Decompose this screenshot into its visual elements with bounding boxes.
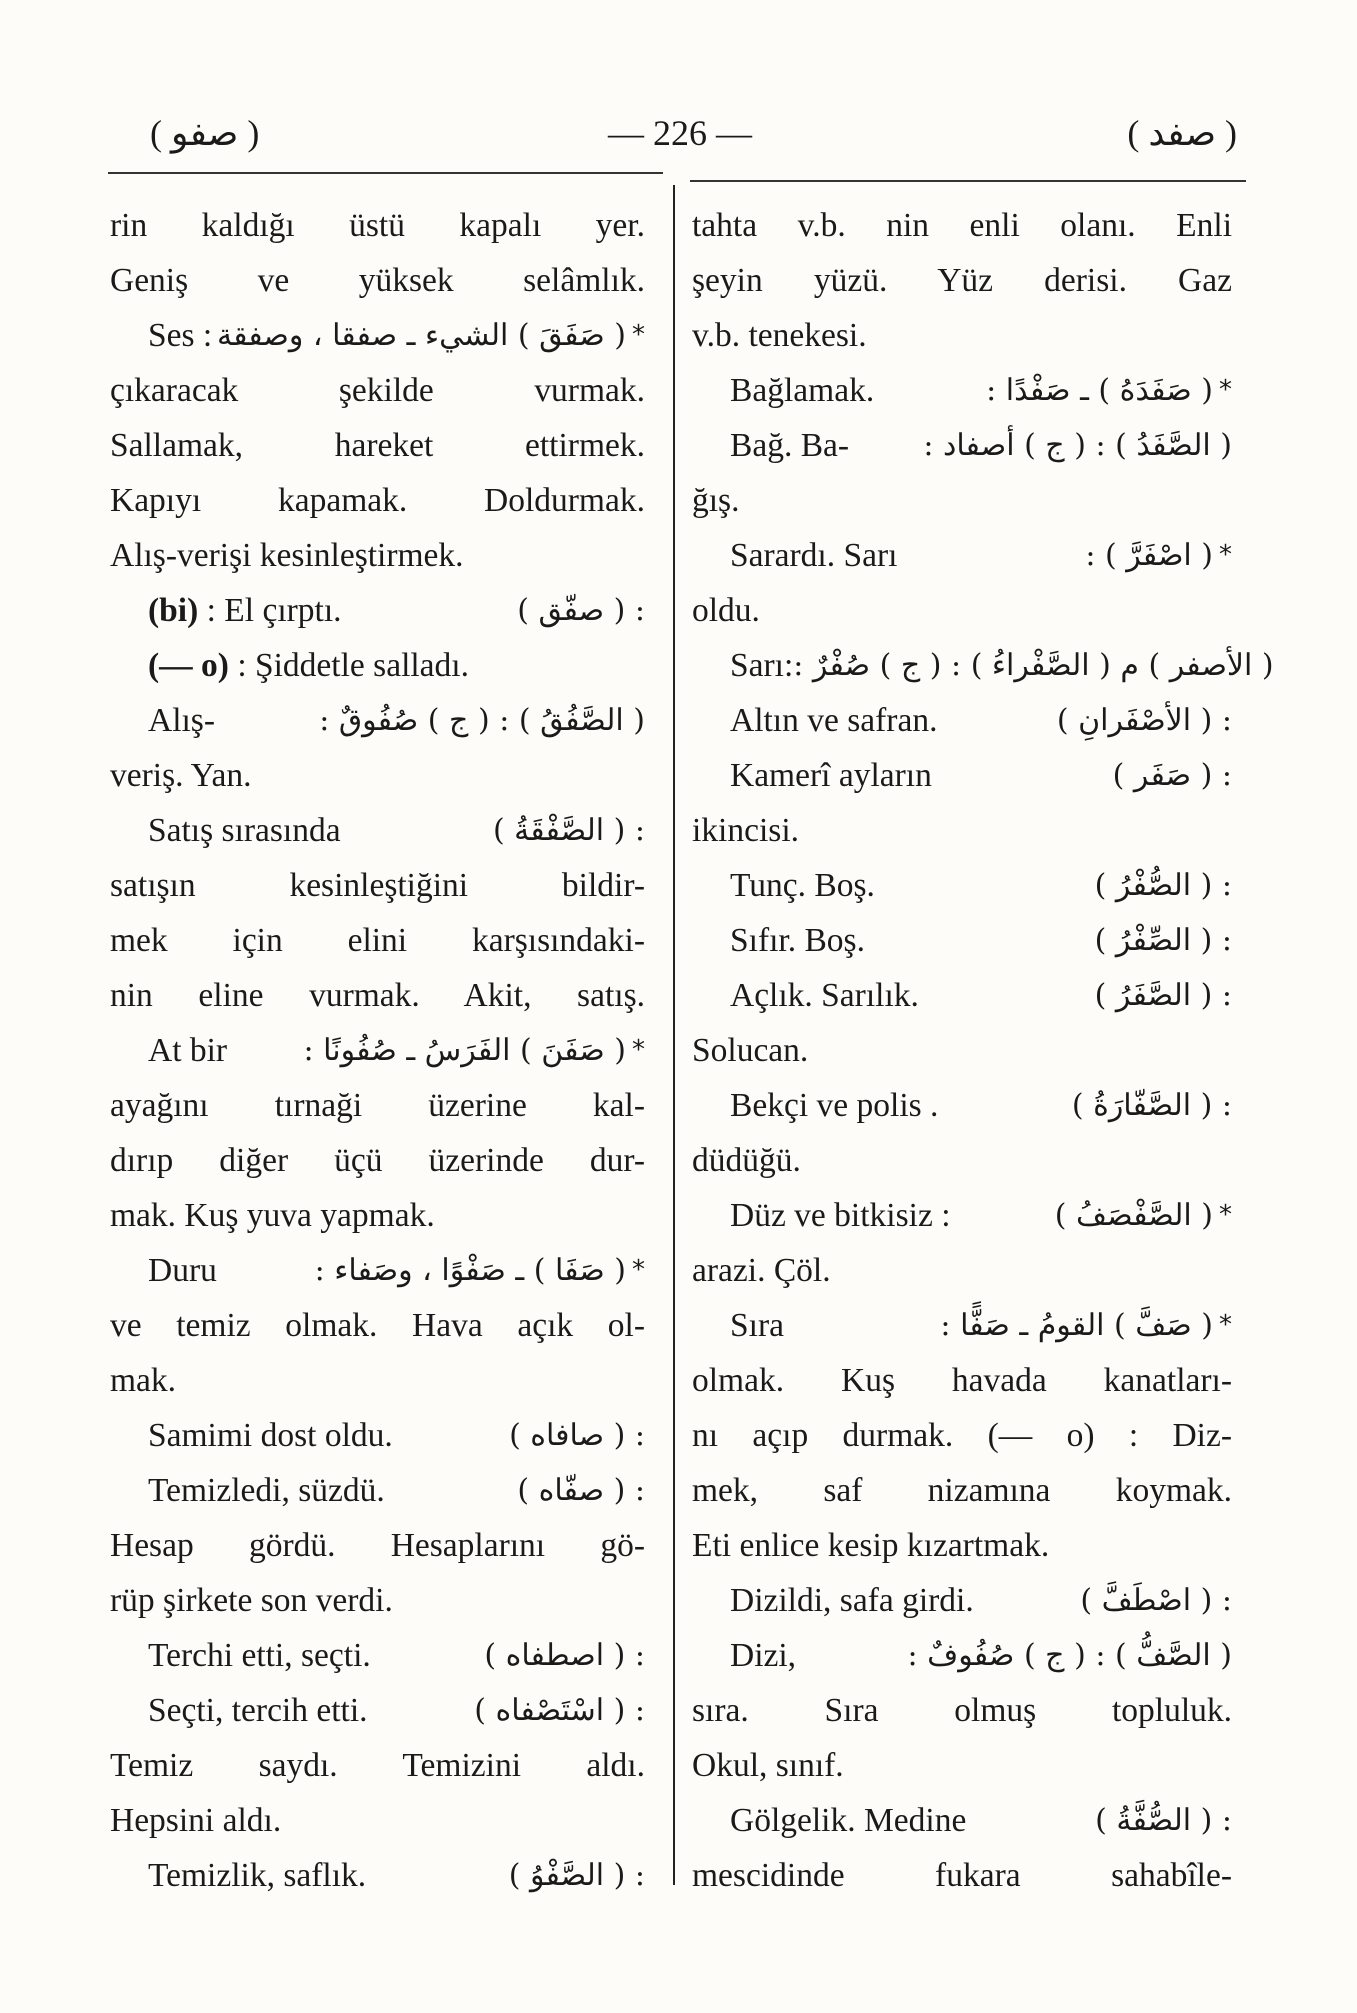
entry-turkish: Terchi etti, seçti.: [148, 1637, 371, 1674]
entry-arabic-group: [517, 583, 645, 638]
entry-turkish: Temizlik, saflık.: [148, 1857, 367, 1894]
dictionary-entry: [110, 583, 645, 638]
page-header: [0, 112, 1357, 172]
entry-turkish: Dizi,: [730, 1637, 797, 1674]
entry-turkish: Sarı:: [730, 647, 794, 684]
entry-arabic: : ( اصطفاه ): [484, 1638, 645, 1673]
entry-star-marker: *: [632, 1255, 645, 1285]
entry-turkish: Temizledi, süzdü.: [148, 1472, 385, 1509]
entry-arabic: : ( صافاه ): [509, 1418, 645, 1453]
dictionary-entry: [692, 638, 1274, 693]
entry-arabic: ( اصْفَرَّ ) :: [1085, 538, 1213, 573]
text-line: Temiz saydı. Temizini aldı.: [110, 1747, 645, 1784]
entry-arabic-group: [1095, 913, 1232, 968]
text-line: oldu.: [692, 592, 760, 629]
text-line: ayağını tırnaği üzerine kal-: [110, 1087, 645, 1124]
entry-arabic: : ( الصَّفّارَةُ ): [1071, 1088, 1232, 1123]
text-line: dırıp diğer üçü üzerinde dur-: [110, 1142, 645, 1179]
text-line: Solucan.: [692, 1032, 809, 1069]
entry-arabic-group: [986, 363, 1232, 418]
dictionary-entry: [110, 1683, 645, 1738]
entry-arabic-group: [1080, 1573, 1232, 1628]
dictionary-entry: [110, 693, 645, 748]
dictionary-entry: [692, 693, 1232, 748]
text-line: mak. Kuş yuva yapmak.: [110, 1197, 435, 1234]
entry-turkish: Açlık. Sarılık.: [730, 977, 919, 1014]
entry-arabic: : ( الصَّفْوُ ): [508, 1858, 645, 1893]
entry-turkish: Sıfır. Boş.: [730, 922, 865, 959]
dictionary-entry: [692, 748, 1232, 803]
entry-arabic-group: [1055, 1188, 1232, 1243]
entry-arabic-group: [923, 418, 1232, 473]
entry-turkish: Altın ve safran.: [730, 702, 938, 739]
entry-arabic-group: [1085, 528, 1232, 583]
entry-arabic-group: [509, 1408, 645, 1463]
entry-arabic: ( الصَّفْصَفُ ): [1054, 1198, 1213, 1233]
entry-arabic: : ( صَفَر ): [1112, 758, 1232, 793]
entry-arabic: : ( الصَّفَرُ ): [1094, 978, 1232, 1013]
entry-turkish: Sarardı. Sarı: [730, 537, 898, 574]
text-line: satışın kesinleştiğini bildir-: [110, 867, 645, 904]
entry-turkish: Alış-: [148, 702, 215, 739]
header-right-root: ( صفد ): [1127, 113, 1237, 153]
text-line: olmak. Kuş havada kanatları-: [692, 1362, 1232, 1399]
text-line: Alış-verişi kesinleştirmek.: [110, 537, 464, 574]
text-line: veriş. Yan.: [110, 757, 252, 794]
left-column: [110, 198, 645, 1903]
entry-star-marker: *: [1219, 375, 1232, 405]
entry-arabic-group: [217, 308, 645, 363]
entry-arabic-group: [493, 803, 645, 858]
text-line: ikincisi.: [692, 812, 800, 849]
entry-arabic-group: [940, 1298, 1232, 1353]
entry-arabic-group: [1072, 1078, 1232, 1133]
dictionary-entry: [692, 363, 1232, 418]
entry-arabic: ( صَفَقَ ) الشيء ـ صفقا ، وصفقة: [216, 318, 626, 353]
dictionary-entry: [110, 1408, 645, 1463]
text-line: çıkaracak şekilde vurmak.: [110, 372, 645, 409]
dictionary-entry: [692, 1078, 1232, 1133]
entry-arabic: : ( اسْتَصْفاه ): [474, 1693, 645, 1728]
header-left-root: ( صفو ): [150, 113, 260, 153]
entry-arabic-group: [1095, 858, 1232, 913]
text-line: rüp şirkete son verdi.: [110, 1582, 393, 1619]
entry-arabic: : ( الصُّفْرُ ): [1094, 868, 1232, 903]
text-line: nin eline vurmak. Akit, satış.: [110, 977, 645, 1014]
entry-arabic: : ( الأصْفَرانِ ): [1056, 703, 1232, 738]
entry-arabic-group: [517, 1463, 645, 1518]
entry-arabic-group: [304, 1023, 645, 1078]
text-line: mek, saf nizamına koymak.: [692, 1472, 1232, 1509]
text-line: Okul, sınıf.: [692, 1747, 844, 1784]
entry-star-marker: *: [632, 1035, 645, 1065]
entry-turkish: Ses :: [148, 317, 213, 354]
text-line: Geniş ve yüksek selâmlık.: [110, 262, 645, 299]
entry-arabic: ( صَفَنَ ) الفَرَسُ ـ صُفُونًا :: [303, 1033, 626, 1068]
entry-turkish: Seçti, tercih etti.: [148, 1692, 368, 1729]
text-line: Eti enlice kesip kızartmak.: [692, 1527, 1050, 1564]
header-rule-right: [690, 180, 1246, 182]
text-line: Sallamak, hareket ettirmek.: [110, 427, 645, 464]
text-line: ve temiz olmak. Hava açık ol-: [110, 1307, 645, 1344]
entry-arabic: : ( الصِّفْرُ ): [1094, 923, 1232, 958]
entry-arabic-group: [1095, 968, 1232, 1023]
entry-arabic: : ( صفّق ): [517, 593, 645, 628]
entry-turkish: Duru: [148, 1252, 217, 1289]
entry-turkish: Satış sırasında: [148, 812, 341, 849]
entry-arabic-group: [319, 693, 645, 748]
entry-turkish: Tunç. Boş.: [730, 867, 875, 904]
entry-arabic: : ( اصْطَفَّ ): [1080, 1583, 1232, 1618]
dictionary-entry: [692, 528, 1232, 583]
dictionary-entry: [692, 1188, 1232, 1243]
entry-star-marker: *: [632, 320, 645, 350]
entry-arabic: ( الصَّفُقُ ) : ( ج ) صُفُوقٌ :: [319, 703, 645, 738]
text-line: şeyin yüzü. Yüz derisi. Gaz: [692, 262, 1232, 299]
text-line: Hesap gördü. Hesaplarını gö-: [110, 1527, 645, 1564]
entry-turkish: Samimi dost oldu.: [148, 1417, 393, 1454]
entry-turkish: Gölgelik. Medine: [730, 1802, 967, 1839]
entry-arabic-group: [509, 1848, 645, 1903]
dictionary-entry: [110, 1463, 645, 1518]
dictionary-entry: [110, 803, 645, 858]
column-divider: [673, 185, 675, 1885]
entry-arabic-group: [1095, 1793, 1232, 1848]
text-line: ğış.: [692, 482, 740, 519]
text-line: mek için elini karşısındaki-: [110, 922, 645, 959]
entry-arabic-group: [908, 1628, 1232, 1683]
entry-turkish: Bağlamak.: [730, 372, 875, 409]
entry-arabic: ( صَفَا ) ـ صَفْوًا ، وصَفاء :: [314, 1253, 626, 1288]
entry-turkish: (bi) : El çırptı.: [148, 592, 342, 629]
dictionary-entry: [110, 1023, 645, 1078]
entry-arabic: ( الأصفر ) م ( الصَّفْراءُ ) : ( ج ) صُفْرٌ :: [793, 648, 1274, 683]
entry-star-marker: *: [1219, 1200, 1232, 1230]
text-line: sıra. Sıra olmuş topluluk.: [692, 1692, 1232, 1729]
entry-turkish: (— o) : Şiddetle salladı.: [148, 647, 469, 684]
dictionary-entry: [110, 1848, 645, 1903]
entry-arabic-group: [474, 1683, 645, 1738]
entry-turkish: Bağ. Ba-: [730, 427, 850, 464]
entry-arabic-group: [793, 638, 1273, 693]
dictionary-entry: [692, 1298, 1232, 1353]
text-line: rin kaldığı üstü kapalı yer.: [110, 207, 645, 244]
dictionary-entry: [692, 418, 1232, 473]
text-line: tahta v.b. nin enli olanı. Enli: [692, 207, 1232, 244]
dictionary-entry: [692, 1793, 1232, 1848]
page-number: — 226 —: [608, 113, 752, 153]
dictionary-entry: [692, 968, 1232, 1023]
dictionary-entry: [110, 308, 645, 363]
text-line: düdüğü.: [692, 1142, 801, 1179]
text-line: Hepsini aldı.: [110, 1802, 282, 1839]
entry-arabic-group: [1057, 693, 1232, 748]
entry-turkish: Kamerî ayların: [730, 757, 932, 794]
entry-arabic: ( الصَّفَدُ ) : ( ج ) أصفاد :: [923, 428, 1232, 463]
text-line: arazi. Çöl.: [692, 1252, 831, 1289]
entry-turkish: Bekçi ve polis .: [730, 1087, 939, 1124]
dictionary-entry: [692, 913, 1232, 968]
entry-turkish: Düz ve bitkisiz :: [730, 1197, 951, 1234]
text-line: Kapıyı kapamak. Doldurmak.: [110, 482, 645, 519]
entry-arabic: : ( الصَّفْقَةُ ): [492, 813, 645, 848]
right-column: [692, 198, 1274, 1903]
entry-turkish: Sıra: [730, 1307, 784, 1344]
entry-arabic: : ( الصُّفَّةُ ): [1095, 1803, 1232, 1838]
entry-arabic: ( صَفَّ ) القومُ ـ صَفًّا :: [940, 1308, 1213, 1343]
dictionary-entry: [692, 1628, 1232, 1683]
entry-arabic: ( صَفَدَهُ ) ـ صَفْدًا :: [986, 373, 1213, 408]
dictionary-entry: [692, 858, 1232, 913]
text-line: nı açıp durmak. (— o) : Diz-: [692, 1417, 1232, 1454]
text-line: mescidinde fukara sahabîle-: [692, 1857, 1232, 1894]
dictionary-entry: [110, 638, 645, 693]
entry-arabic-group: [1113, 748, 1232, 803]
entry-star-marker: *: [1219, 540, 1232, 570]
entry-star-marker: *: [1219, 1310, 1232, 1340]
entry-arabic-group: [484, 1628, 645, 1683]
entry-turkish: At bir: [148, 1032, 228, 1069]
dictionary-entry: [110, 1628, 645, 1683]
text-line: v.b. tenekesi.: [692, 317, 867, 354]
entry-arabic-group: [315, 1243, 645, 1298]
header-rule-left: [108, 172, 663, 174]
dictionary-entry: [110, 1243, 645, 1298]
entry-turkish: Dizildi, safa girdi.: [730, 1582, 974, 1619]
text-line: mak.: [110, 1362, 177, 1399]
dictionary-entry: [692, 1573, 1232, 1628]
entry-arabic: : ( صفّاه ): [517, 1473, 645, 1508]
entry-arabic: ( الصَّفُّ ) : ( ج ) صُفُوفٌ :: [907, 1638, 1232, 1673]
